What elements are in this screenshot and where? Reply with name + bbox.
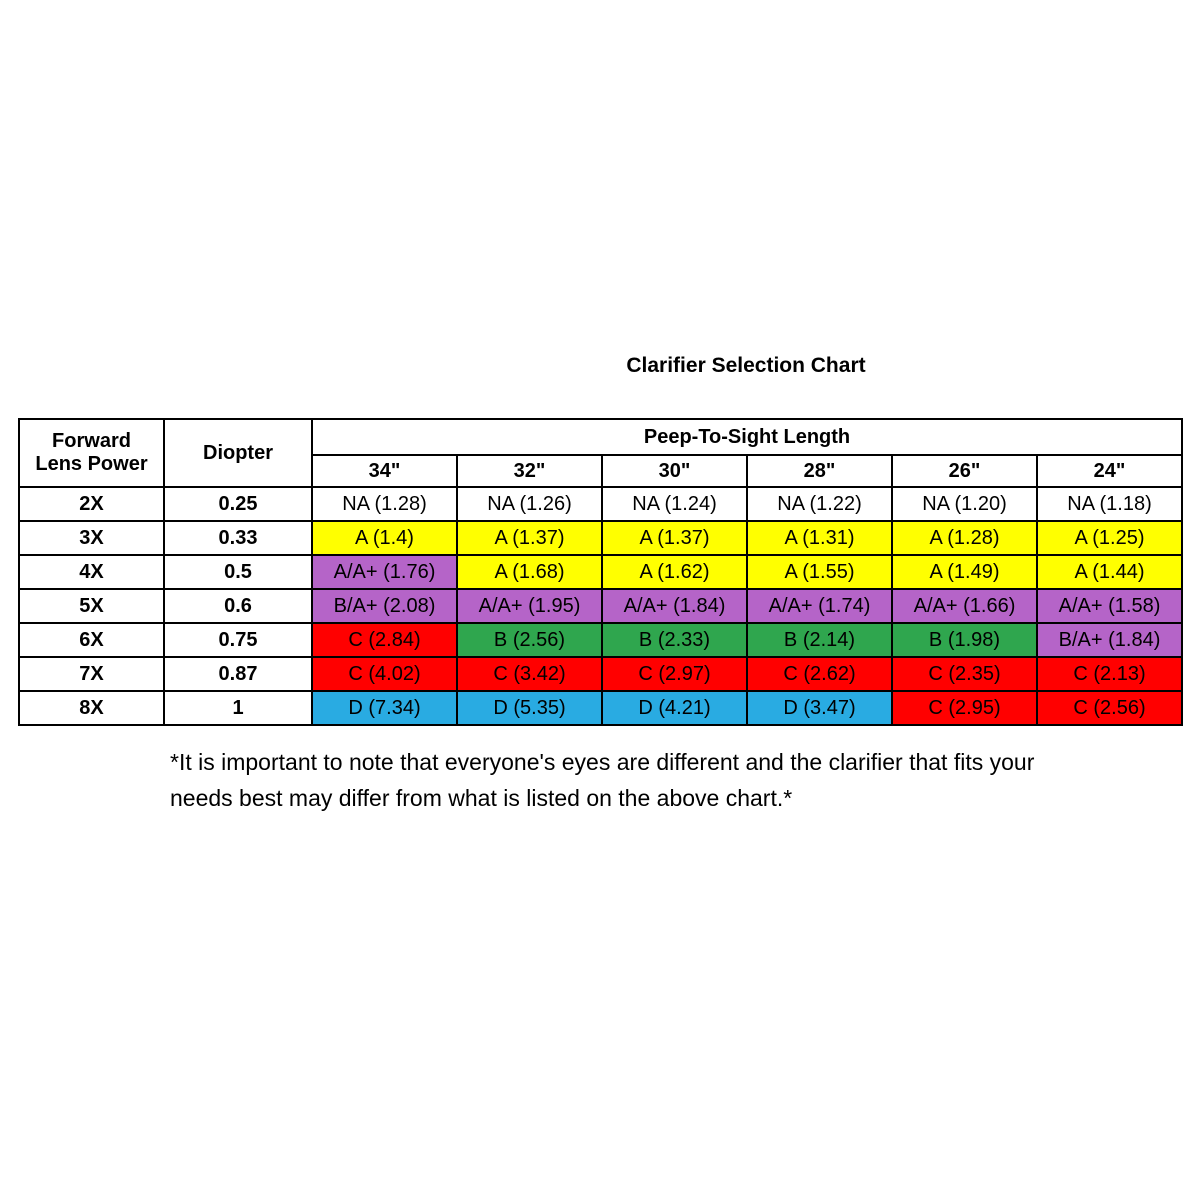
clarifier-cell: D (7.34) (312, 691, 457, 725)
header-row-group (19, 419, 1182, 455)
length-column-header: 24" (1037, 455, 1182, 487)
clarifier-cell: A (1.68) (457, 555, 602, 589)
clarifier-cell: B/A+ (2.08) (312, 589, 457, 623)
footnote-line2: needs best may differ from what is listed on the above chart.* (170, 785, 793, 811)
clarifier-cell: A/A+ (1.66) (892, 589, 1037, 623)
chart-title: Clarifier Selection Chart (626, 354, 866, 377)
clarifier-cell: B (1.98) (892, 623, 1037, 657)
clarifier-cell: C (2.84) (312, 623, 457, 657)
clarifier-cell: C (2.56) (1037, 691, 1182, 725)
clarifier-cell: A (1.31) (747, 521, 892, 555)
clarifier-cell: A/A+ (1.74) (747, 589, 892, 623)
clarifier-cell: B/A+ (1.84) (1037, 623, 1182, 657)
col-header-forward-line1: Forward (52, 430, 131, 452)
length-column-header: 34" (312, 455, 457, 487)
lens-power-cell: 6X (19, 623, 164, 657)
lens-power-cell: 5X (19, 589, 164, 623)
clarifier-selection-table (18, 418, 1183, 726)
diopter-cell: 0.5 (164, 555, 312, 589)
lens-power-cell: 4X (19, 555, 164, 589)
lens-power-cell: 3X (19, 521, 164, 555)
clarifier-cell: A (1.4) (312, 521, 457, 555)
table-row (19, 487, 1182, 521)
clarifier-cell: A/A+ (1.76) (312, 555, 457, 589)
clarifier-cell: A (1.37) (602, 521, 747, 555)
clarifier-cell: A (1.49) (892, 555, 1037, 589)
clarifier-cell: NA (1.22) (747, 487, 892, 521)
diopter-cell: 0.6 (164, 589, 312, 623)
table-body (19, 487, 1182, 725)
table-row (19, 555, 1182, 589)
clarifier-cell: C (2.13) (1037, 657, 1182, 691)
diopter-cell: 0.25 (164, 487, 312, 521)
clarifier-cell: A/A+ (1.84) (602, 589, 747, 623)
clarifier-cell: A/A+ (1.95) (457, 589, 602, 623)
col-header-forward-lens-power (19, 419, 164, 487)
group-header-peep-to-sight: Peep-To-Sight Length (312, 419, 1182, 455)
clarifier-cell: A (1.44) (1037, 555, 1182, 589)
col-header-diopter: Diopter (164, 419, 312, 487)
clarifier-cell: NA (1.18) (1037, 487, 1182, 521)
clarifier-cell: NA (1.28) (312, 487, 457, 521)
footnote-line1: *It is important to note that everyone's eyes are different and the clarifier that fits your (170, 749, 1035, 775)
length-column-header: 28" (747, 455, 892, 487)
diopter-cell: 1 (164, 691, 312, 725)
clarifier-cell: C (2.35) (892, 657, 1037, 691)
clarifier-cell: D (4.21) (602, 691, 747, 725)
table-row (19, 521, 1182, 555)
lens-power-cell: 7X (19, 657, 164, 691)
clarifier-cell: A/A+ (1.58) (1037, 589, 1182, 623)
clarifier-cell: A (1.55) (747, 555, 892, 589)
clarifier-cell: C (2.97) (602, 657, 747, 691)
clarifier-cell: NA (1.24) (602, 487, 747, 521)
diopter-cell: 0.75 (164, 623, 312, 657)
clarifier-cell: C (2.95) (892, 691, 1037, 725)
clarifier-cell: D (3.47) (747, 691, 892, 725)
clarifier-cell: A (1.28) (892, 521, 1037, 555)
clarifier-cell: B (2.33) (602, 623, 747, 657)
clarifier-cell: NA (1.26) (457, 487, 602, 521)
table-row (19, 657, 1182, 691)
clarifier-cell: A (1.37) (457, 521, 602, 555)
footnote (170, 744, 1160, 816)
clarifier-cell: A (1.62) (602, 555, 747, 589)
col-header-forward-line2: Lens Power (35, 453, 148, 475)
table-row (19, 691, 1182, 725)
table-row (19, 623, 1182, 657)
clarifier-cell: D (5.35) (457, 691, 602, 725)
clarifier-cell: B (2.14) (747, 623, 892, 657)
clarifier-cell: B (2.56) (457, 623, 602, 657)
clarifier-cell: C (3.42) (457, 657, 602, 691)
lens-power-cell: 2X (19, 487, 164, 521)
clarifier-cell: C (4.02) (312, 657, 457, 691)
diopter-cell: 0.87 (164, 657, 312, 691)
lens-power-cell: 8X (19, 691, 164, 725)
length-column-header: 30" (602, 455, 747, 487)
clarifier-cell: C (2.62) (747, 657, 892, 691)
clarifier-cell: NA (1.20) (892, 487, 1037, 521)
table-row (19, 589, 1182, 623)
clarifier-cell: A (1.25) (1037, 521, 1182, 555)
length-column-header: 26" (892, 455, 1037, 487)
diopter-cell: 0.33 (164, 521, 312, 555)
length-column-header: 32" (457, 455, 602, 487)
